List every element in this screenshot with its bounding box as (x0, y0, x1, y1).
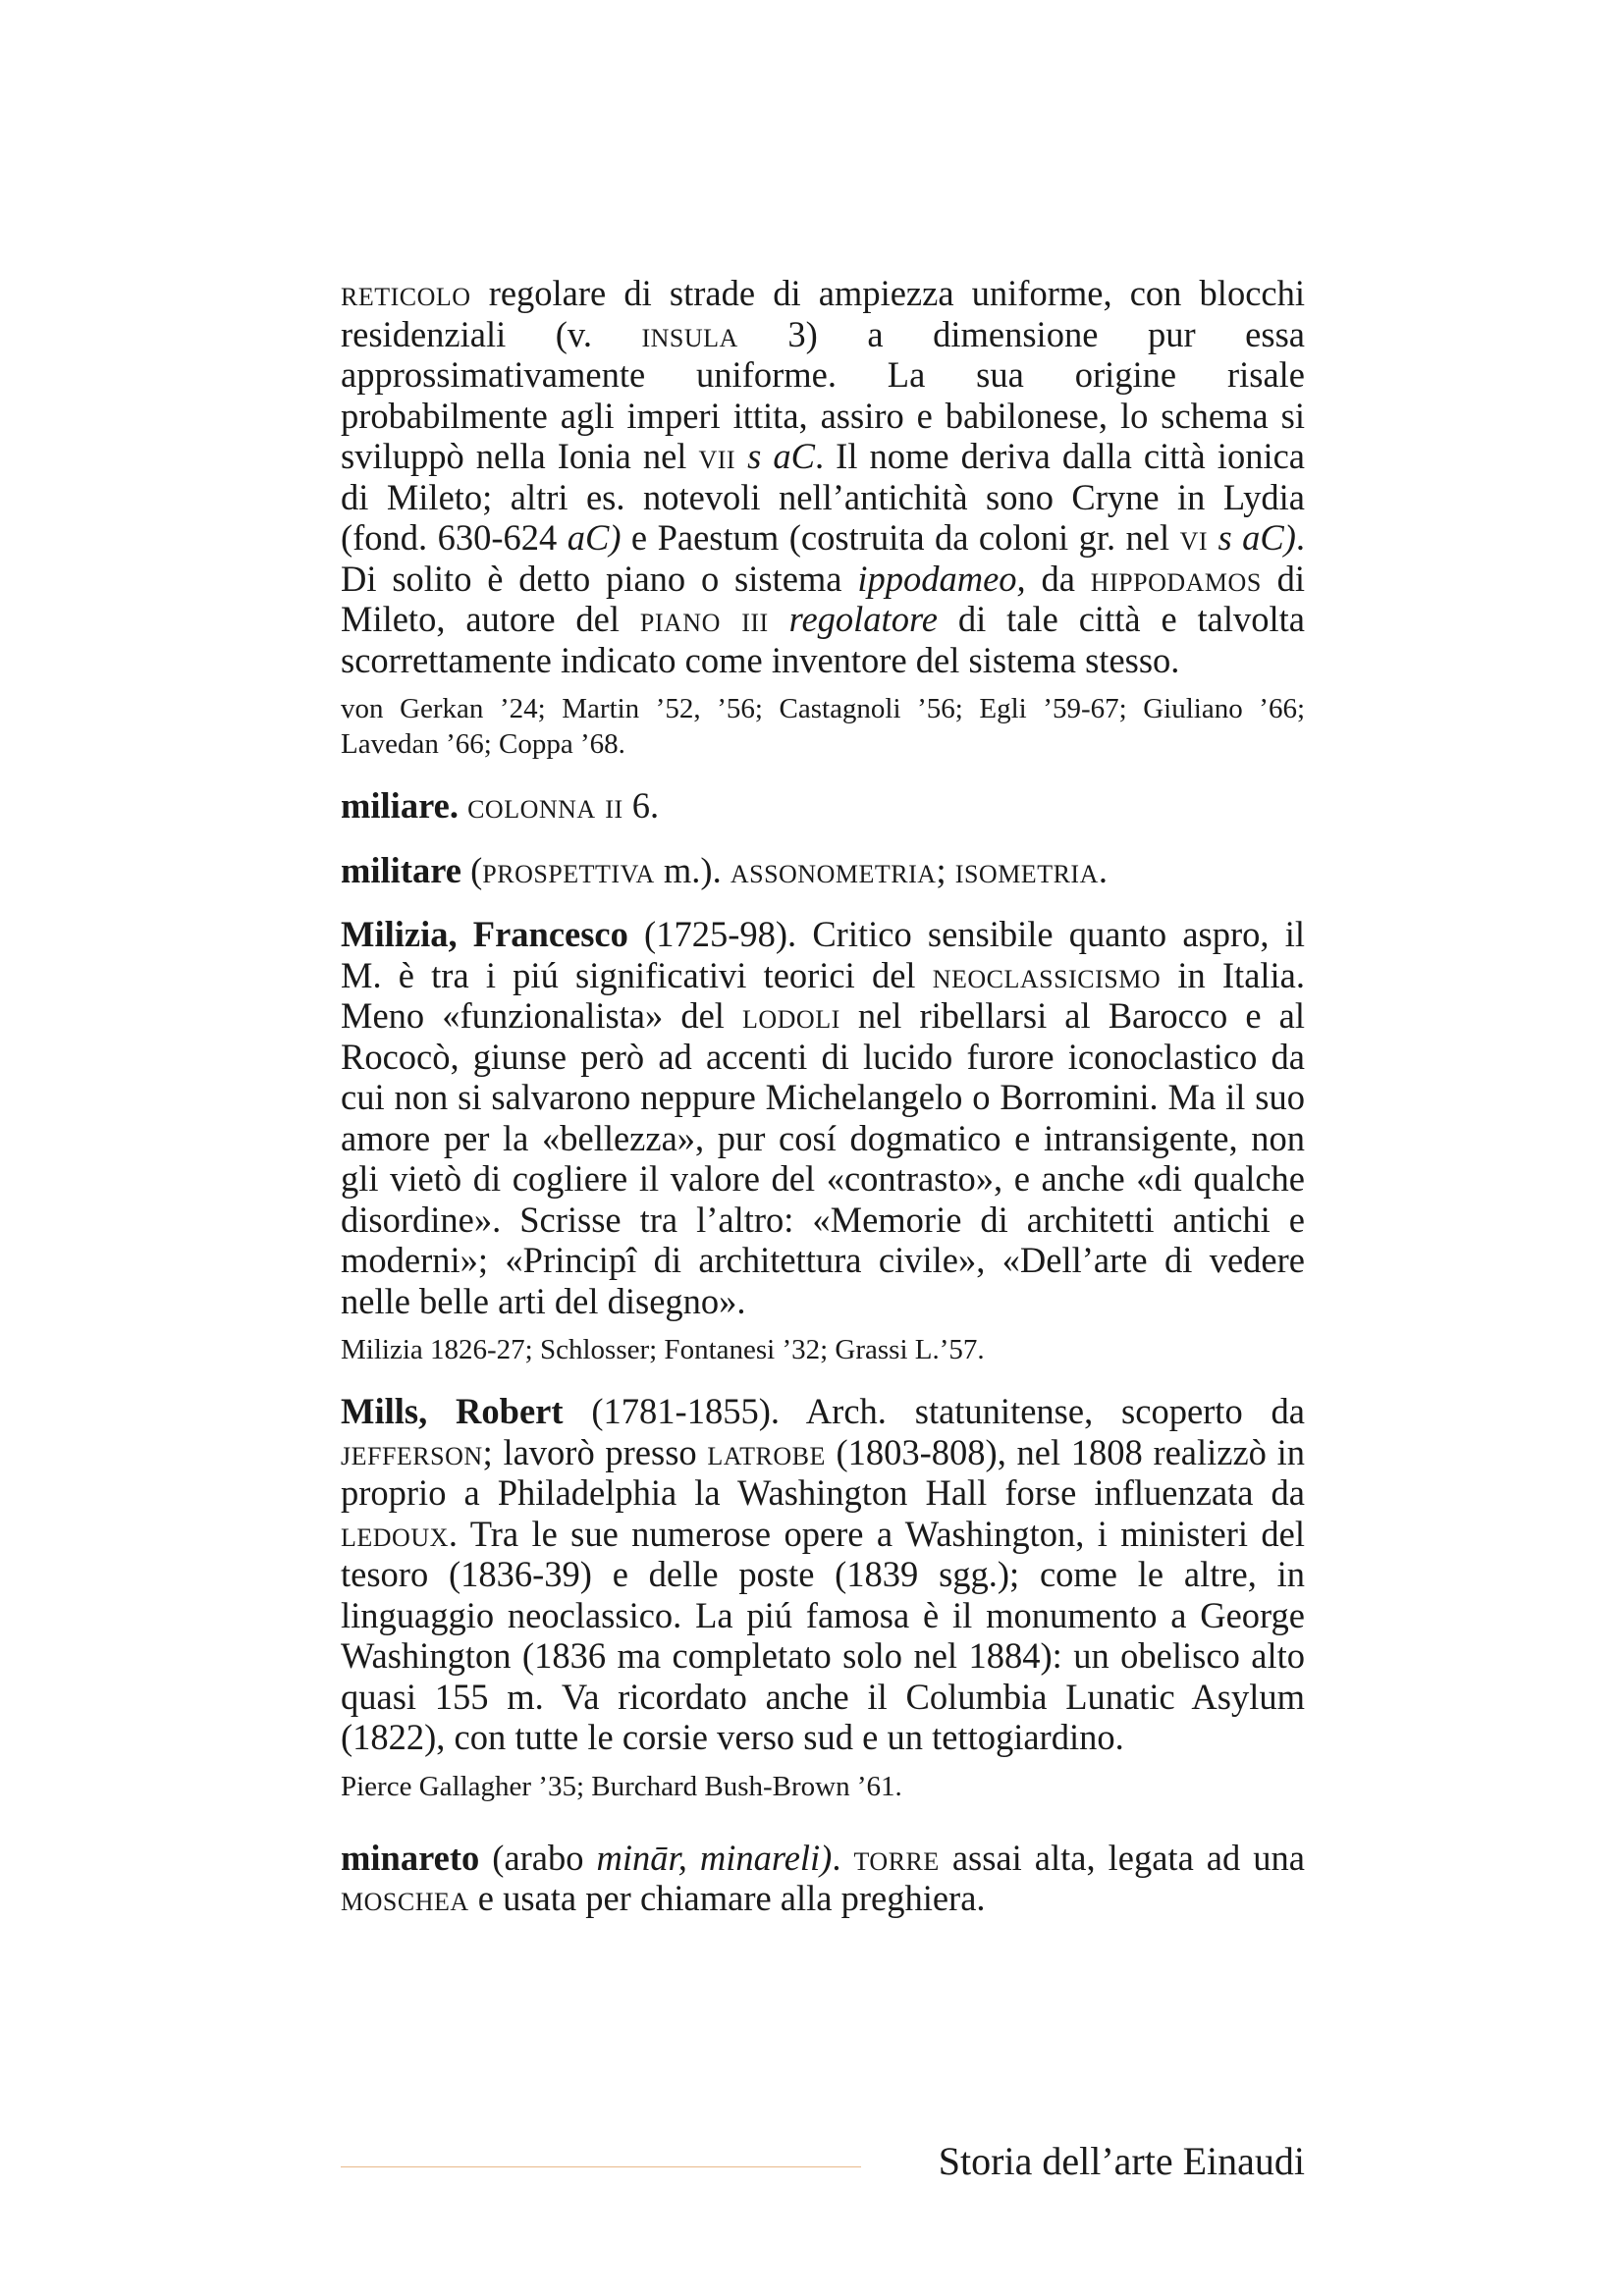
text-run: assai alta, legata ad una (939, 1837, 1305, 1878)
text-run: di Mileto, autore del (341, 558, 1305, 639)
cross-reference: neoclassicismo (932, 954, 1162, 995)
cross-reference: lodoli (741, 995, 840, 1036)
cross-reference: jefferson (341, 1431, 483, 1472)
text-run: (arabo (479, 1837, 597, 1878)
cross-reference: piano iii (639, 599, 769, 639)
text-run: s aC) (1217, 517, 1296, 558)
text-run: . (832, 1837, 854, 1878)
text-run: e Paestum (costruita da coloni gr. nel (621, 517, 1180, 558)
text-run: 6. (622, 785, 660, 826)
text-run: ; lavorò presso (482, 1431, 708, 1472)
text-run: regolatore (788, 599, 938, 639)
text-run (1208, 517, 1217, 558)
entry-mills-text (341, 1391, 1305, 1758)
text-run: . (1098, 849, 1108, 890)
text-run: . Di solito è detto piano o sistema (341, 517, 1305, 599)
headword: militare (341, 849, 461, 890)
entry-militare (341, 850, 1305, 891)
cross-reference: isometria (954, 849, 1099, 890)
cross-reference: vii (698, 436, 736, 476)
text-run: ; (936, 849, 955, 890)
cross-reference: prospettiva (482, 849, 655, 890)
text-run (459, 785, 467, 826)
text-run: aC) (567, 517, 622, 558)
text-run: in Italia. Meno «funzionalista» del (341, 954, 1305, 1036)
entry-reticolo-refs: von Gerkan ’24; Martin ’52, ’56; Castagnoli ’56; Egli ’59-67; Giuliano ’66; Lavedan ’66; Coppa ’68. (341, 693, 1305, 760)
text-run: da (1025, 558, 1091, 599)
headword: miliare. (341, 785, 459, 826)
cross-reference: torre (853, 1837, 940, 1878)
text-run: e usata per chiamare alla preghiera. (468, 1878, 986, 1918)
text-run: di tale città e talvolta scorrettamente indicato come inventore del sistema stesso. (341, 599, 1305, 680)
text-run: nel ribellarsi al Barocco e al Rococò, giunse però ad accenti di lucido furore iconoclastico da cui non si salvarono neppure Michelangelo o Borromini. Ma il suo amore per la «bellezza», pur cosí dogmatico e intransigente, non gli vietò di cogliere il valore del «contrasto», e anche «di qualche disordine». Scrisse tra l’altro: «Memorie di architetti antichi e moderni»; «Principî di architettura civile», «Dell’arte di vedere nelle belle arti del disegno». (341, 995, 1305, 1321)
cross-reference: hippodamos (1090, 558, 1262, 599)
entry-miliare (341, 785, 1305, 827)
text-run: s aC (747, 436, 815, 476)
headword: Mills, Robert (341, 1391, 564, 1431)
entry-minareto (341, 1838, 1305, 1919)
headword: minareto (341, 1837, 480, 1878)
cross-reference: colonna ii (467, 785, 623, 826)
cross-reference: latrobe (707, 1431, 826, 1472)
cross-reference: reticolo (341, 273, 471, 313)
text-run: 3) a dimensione pur essa approssimativamente uniforme. La sua origine risale probabilmente agli imperi ittita, assiro e babilonese, lo schema si sviluppò nella Ionia nel (341, 313, 1305, 476)
footer-divider (341, 2166, 861, 2167)
entry-reticolo-text (341, 273, 1305, 680)
cross-reference: moschea (341, 1878, 469, 1918)
cross-reference: assonometria (730, 849, 937, 890)
text-run: minār, minareli) (596, 1837, 833, 1878)
text-run (769, 599, 789, 639)
text-run: (1781-1855). Arch. statunitense, scoperto da (563, 1391, 1306, 1431)
cross-reference: ledoux (341, 1513, 449, 1554)
entry-mills-refs: Pierce Gallagher ’35; Burchard Bush-Brown ’61. (341, 1770, 902, 1802)
text-run: (1803-808), nel 1808 realizzò in proprio a Philadelphia la Washington Hall forse influenzata da (341, 1431, 1305, 1513)
entry-milizia-text (341, 914, 1305, 1321)
footer-title: Storia dell’arte Einaudi (938, 2139, 1305, 2183)
cross-reference: insula (641, 313, 738, 354)
text-run (735, 436, 747, 476)
dictionary-column (341, 273, 1305, 1919)
text-run: ippodameo, (857, 558, 1026, 599)
text-run: . Tra le sue numerose opere a Washington, i ministeri del tesoro (1836-39) e delle poste (1839 sgg.); come le altre, in linguaggio neoclassico. La piú famosa è il monumento a George Washington (1836 ma completato solo nel 1884): un obelisco alto quasi 155 m. Va ricordato anche il Columbia Lunatic Asylum (1822), con tutte le corsie verso sud e un tettogiardino. (341, 1513, 1305, 1757)
text-run: . Il nome deriva dalla città ionica di Mileto; altri es. notevoli nell’antichità sono Cryne in Lydia (fond. 630-624 (341, 436, 1305, 558)
text-run: m.). (654, 849, 730, 890)
text-run: (1725-98). Critico sensibile quanto aspro, il M. è tra i piú significativi teorici del (341, 914, 1305, 995)
cross-reference: vi (1179, 517, 1209, 558)
entry-milizia-refs: Milizia 1826-27; Schlosser; Fontanesi ’32; Grassi L.’57. (341, 1334, 985, 1365)
text-run: ( (460, 849, 483, 890)
text-run: regolare di strade di ampiezza uniforme, con blocchi residenziali (v. (341, 273, 1305, 354)
headword: Milizia, Francesco (341, 914, 628, 954)
